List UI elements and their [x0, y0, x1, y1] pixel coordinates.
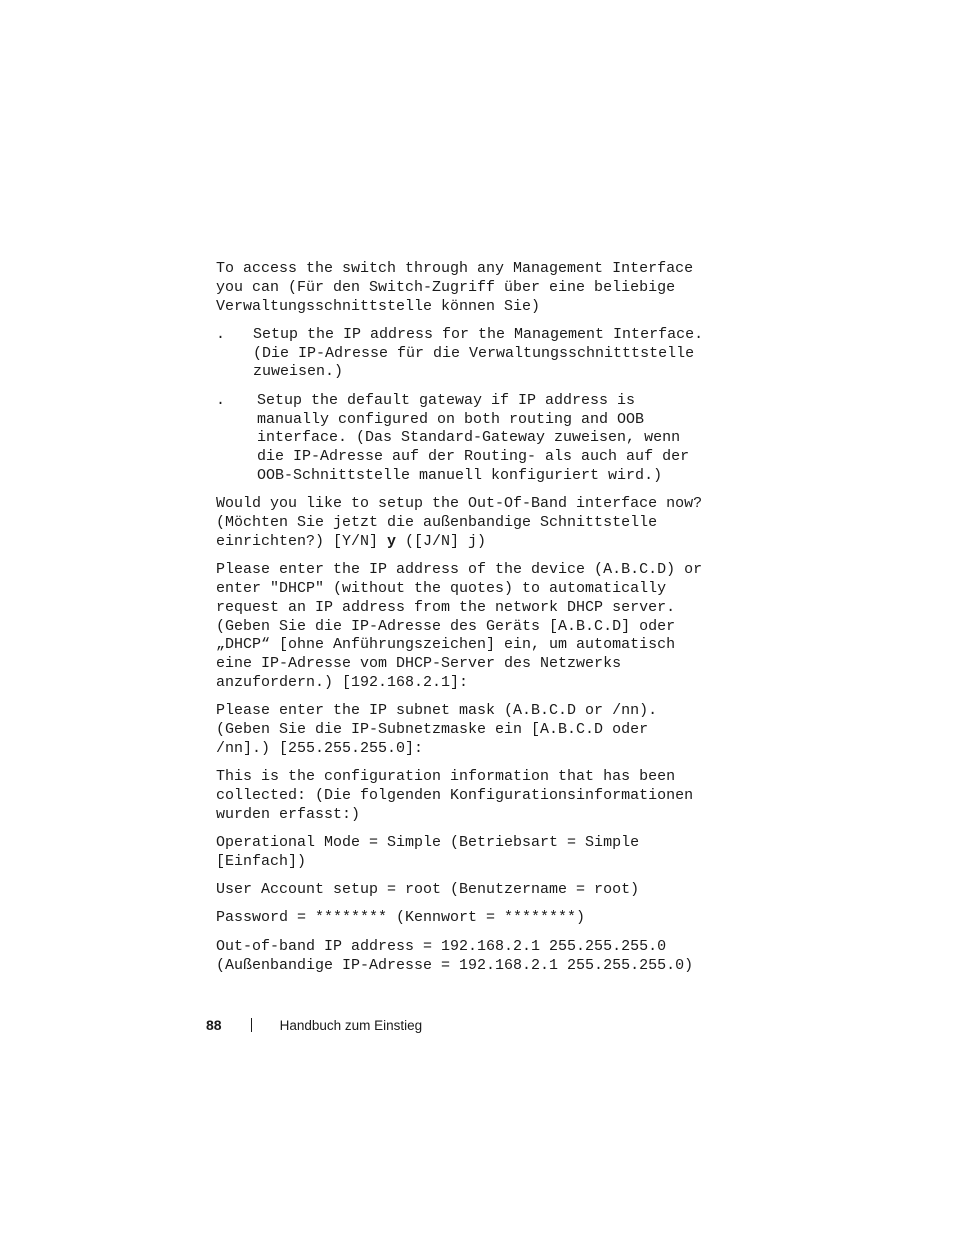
bullet-mark: .: [216, 391, 226, 409]
text-line: you can (Für den Switch-Zugriff über eine beliebige: [216, 278, 676, 296]
footer-title: Handbuch zum Einstieg: [279, 1017, 423, 1033]
footer-separator: [251, 1018, 252, 1032]
user-answer: y: [387, 532, 397, 550]
document-body: [216, 260, 736, 985]
text-line: request an IP address from the network DHCP server.: [216, 598, 676, 616]
text-line: die IP-Adresse auf der Routing- als auch auf der: [257, 448, 690, 466]
text-line: eine IP-Adresse vom DHCP-Server des Netzwerks: [216, 655, 622, 673]
text-line: collected: (Die folgenden Konfigurationsinformationen: [216, 786, 694, 804]
text-line: Out-of-band IP address = 192.168.2.1 255.255.255.0: [216, 937, 667, 955]
subnet-mask-prompt: [216, 702, 736, 758]
text-line: Verwaltungsschnittstelle können Sie): [216, 297, 541, 315]
text-line: Setup the IP address for the Management Interface.: [253, 325, 704, 343]
prompt-text: ([J/N] j): [396, 532, 487, 550]
bullet-item-management-ip: [216, 326, 736, 382]
text-line: anzufordern.) [192.168.2.1]:: [216, 673, 469, 691]
text-line: To access the switch through any Management Interface: [216, 260, 694, 277]
text-line: (Geben Sie die IP-Adresse des Geräts [A.B.C.D] oder: [216, 617, 676, 635]
text-line: Please enter the IP address of the device (A.B.C.D) or: [216, 561, 703, 579]
text-line: /nn].) [255.255.255.0]:: [216, 739, 424, 757]
text-line: Setup the default gateway if IP address is: [257, 391, 636, 409]
text-line: interface. (Das Standard-Gateway zuweisen, wenn: [257, 429, 681, 447]
text-line: wurden erfasst:): [216, 805, 361, 823]
text-line: (Die IP-Adresse für die Verwaltungsschnitttstelle: [253, 344, 695, 362]
text-line: This is the configuration information that has been: [216, 768, 676, 786]
password-line: [216, 909, 736, 928]
text-line: (Möchten Sie jetzt die außenbandige Schnittstelle: [216, 514, 658, 532]
intro-paragraph: [216, 260, 736, 316]
config-info-paragraph: [216, 768, 736, 824]
text-line: zuweisen.): [253, 363, 344, 381]
text-line: „DHCP“ [ohne Anführungszeichen] ein, um automatisch: [216, 636, 676, 654]
text-line: OOB-Schnittstelle manuell konfiguriert wird.): [257, 466, 663, 484]
text-line: User Account setup = root (Benutzername = root): [216, 881, 640, 899]
page-footer: [206, 1015, 422, 1035]
text-line: (Außenbandige IP-Adresse = 192.168.2.1 255.255.255.0): [216, 956, 694, 974]
ip-address-prompt: [216, 561, 736, 693]
text-line: (Geben Sie die IP-Subnetzmaske ein [A.B.C.D oder: [216, 721, 649, 739]
text-line: Please enter the IP subnet mask (A.B.C.D or /nn).: [216, 702, 658, 720]
oob-setup-prompt: [216, 495, 736, 551]
text-line: [216, 533, 736, 552]
text-line: manually configured on both routing and OOB: [257, 410, 645, 428]
text-line: Password = ******** (Kennwort = ********): [216, 909, 586, 927]
text-line: Operational Mode = Simple (Betriebsart = Simple: [216, 834, 640, 852]
text-line: enter "DHCP" (without the quotes) to automatically: [216, 579, 667, 597]
oob-address-line: [216, 938, 736, 976]
operational-mode-line: [216, 834, 736, 872]
text-line: [Einfach]): [216, 852, 307, 870]
text-line: Would you like to setup the Out-Of-Band interface now?: [216, 495, 703, 513]
bullet-item-default-gateway: [216, 392, 736, 486]
page-number: 88: [206, 1017, 222, 1033]
prompt-text: einrichten?) [Y/N]: [216, 532, 388, 550]
bullet-mark: .: [216, 325, 226, 343]
user-account-line: [216, 881, 736, 900]
